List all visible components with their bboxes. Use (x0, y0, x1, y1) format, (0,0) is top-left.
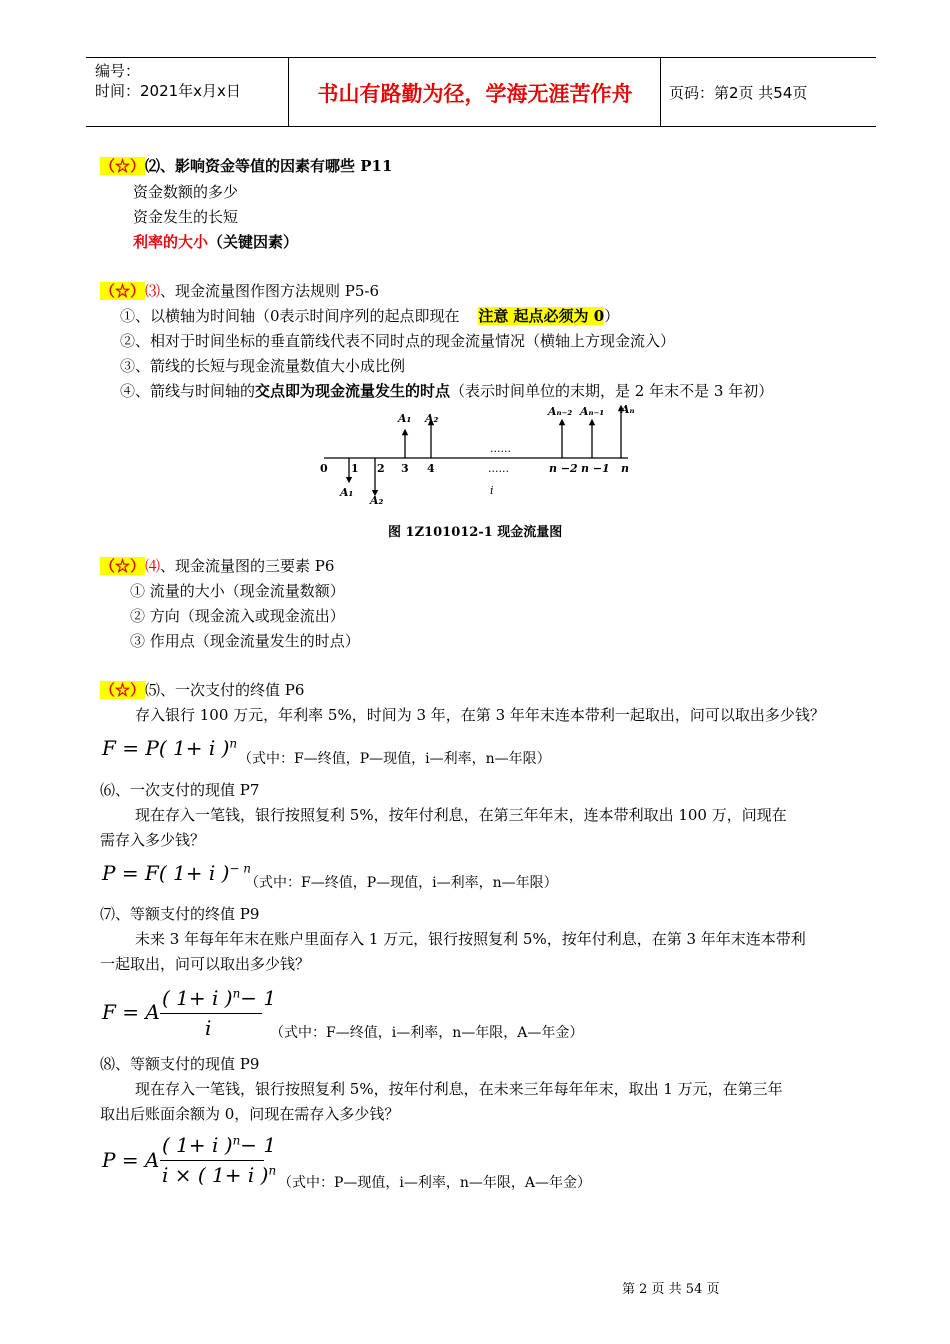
sec6-note: （式中：F—终值，P—现值，i—利率，n—年限） (245, 875, 558, 891)
sec5-question: 存入银行 100 万元，年利率 5%，时间为 3 年，在第 3 年年末连本带利一起取出，问可以取出多少钱？ (135, 706, 825, 724)
sec4-item-1: ① 流量的大小（现金流量数额） (130, 582, 345, 600)
sec8-heading: ⑻、等额支付的现值 P9 (100, 1055, 260, 1073)
tick-n2: n −2 (549, 462, 578, 475)
label-up-a1: A₁ (398, 412, 412, 425)
sec3-star: （☆） (100, 282, 146, 300)
sec3-rule-4 (120, 380, 773, 401)
sec2-title: ⑵、影响资金等值的因素有哪些 P11 (145, 157, 393, 175)
sec3-rule-1-close: ） (604, 307, 620, 325)
sec2-key-text: 利率的大小 (133, 233, 209, 251)
header-motto: 书山有路勤为径，学海无涯苦作舟 (317, 82, 633, 106)
header-page-info: 页码：第2页 共54页 (669, 84, 808, 102)
tick-1: 1 (351, 462, 359, 475)
sec3-rule-4-bold: 交点即为现金流量发生的时点 (255, 382, 451, 400)
sec8-den-exp: n (268, 1163, 277, 1178)
sec7-num: ( 1+ i ) (162, 986, 233, 1010)
sec3-rule-1 (120, 305, 619, 326)
sec6-formula-exp: − n (229, 861, 251, 876)
sec5-formula-body: ( 1+ i ) (158, 736, 230, 760)
sec8-note: （式中：P—现值，i—利率，n—年限，A—年金） (278, 1175, 592, 1191)
sec8-formula-lhs: P = A (102, 1148, 160, 1172)
sec7-formula-denominator: i (205, 1016, 212, 1040)
label-i: i (490, 484, 494, 497)
code-label: 编号： (95, 62, 141, 80)
label-up-an1: Aₙ₋₁ (580, 405, 605, 418)
tick-n: n (621, 462, 629, 475)
sec8-question-l2: 取出后账面余额为 0，问现在需存入多少钱？ (100, 1105, 400, 1123)
tick-3: 3 (401, 462, 409, 475)
tick-0: 0 (320, 462, 328, 475)
diagram-caption: 图 1Z101012-1 现金流量图 (388, 525, 563, 540)
page-header (86, 57, 876, 127)
sec3-rule-1-note: 注意 起点必须为 0 (478, 307, 605, 325)
sec4-item-3: ③ 作用点（现金流量发生的时点） (130, 632, 360, 650)
sec2-item-2: 资金发生的长短 (133, 208, 239, 226)
sec8-num-exp: n (232, 1133, 241, 1148)
sec3-title: 、现金流量图作图方法规则 P5-6 (160, 282, 380, 300)
sec6-formula (102, 861, 251, 885)
sec8-fraction-bar (160, 1160, 264, 1161)
tick-dots: ...... (488, 462, 509, 475)
page-footer: 第 2 页 共 54 页 (622, 1282, 720, 1297)
sec3-num: ⑶ (145, 282, 161, 300)
label-up-a2: A₂ (425, 412, 439, 425)
sec6-question-l1: 现在存入一笔钱，银行按照复利 5%，按年付利息，在第三年年末，连本带利取出 100 万，问现在 (135, 806, 787, 824)
header-divider-right (660, 58, 661, 126)
sec5-title: ⑸、一次支付的终值 P6 (145, 681, 305, 699)
sec7-formula-numerator (162, 986, 276, 1010)
sec7-formula-lhs: F = A (102, 1000, 160, 1024)
label-down-a1: A₁ (340, 486, 354, 499)
sec5-star: （☆） (100, 681, 146, 699)
sec7-fraction-bar (160, 1013, 262, 1014)
sec7-heading: ⑺、等额支付的终值 P9 (100, 905, 260, 923)
sec7-note: （式中：F—终值，i—利率，n—年限，A—年金） (270, 1025, 584, 1041)
sec7-num-exp: n (232, 986, 241, 1001)
cash-flow-diagram (310, 400, 650, 545)
sec2-key-item (133, 231, 298, 252)
header-left (95, 61, 241, 101)
sec5-note: （式中：F—终值，P—现值，i—利率，n—年限） (238, 751, 551, 767)
sec4-star: （☆） (100, 557, 146, 575)
label-up-an: Aₙ (621, 403, 635, 416)
sec4-item-2: ② 方向（现金流入或现金流出） (130, 607, 345, 625)
tick-2: 2 (377, 462, 385, 475)
sec2-item-1: 资金数额的多少 (133, 183, 239, 201)
sec3-rule-2: ②、相对于时间坐标的垂直箭线代表不同时点的现金流量情况（横轴上方现金流入） (120, 332, 676, 350)
sec7-num-tail: − 1 (240, 986, 277, 1010)
sec4-heading (100, 555, 334, 576)
sec2-star: （☆） (100, 157, 146, 175)
date-label: 时间：2021年x月x日 (95, 82, 241, 100)
sec7-question-l2: 一起取出，问可以取出多少钱？ (100, 955, 311, 973)
sec7-question-l1: 未来 3 年每年年末在账户里面存入 1 万元，银行按照复利 5%，按年付利息，在第 3 年年末连本带利 (135, 930, 806, 948)
sec5-heading (100, 679, 304, 700)
tick-n1: n −1 (581, 462, 610, 475)
sec8-formula-denominator (162, 1163, 276, 1187)
sec6-heading: ⑹、一次支付的现值 P7 (100, 781, 260, 799)
label-up-an2: Aₙ₋₂ (548, 405, 573, 418)
sec6-question-l2: 需存入多少钱？ (100, 831, 206, 849)
sec8-den: i × ( 1+ i ) (162, 1163, 269, 1187)
sec8-num-tail: − 1 (240, 1133, 277, 1157)
sec4-num: ⑷ (145, 557, 161, 575)
label-down-a2: A₂ (370, 494, 384, 507)
sec3-rule-4-post: （表示时间单位的末期，是 2 年末不是 3 年初） (450, 382, 774, 400)
sec3-rule-1-text: ①、以横轴为时间轴（0表示时间序列的起点即现在 (120, 307, 460, 325)
sec6-formula-body: ( 1+ i ) (158, 861, 230, 885)
dots-top: ...... (490, 442, 511, 455)
sec2-key-note: （关键因素） (208, 233, 299, 251)
sec8-question-l1: 现在存入一笔钱，银行按照复利 5%，按年付利息，在未来三年每年年末，取出 1 万元，在第三年 (135, 1080, 783, 1098)
sec5-formula-lhs: F = P (102, 736, 159, 760)
sec3-heading (100, 280, 379, 301)
sec3-rule-4-pre: ④、箭线与时间轴的 (120, 382, 256, 400)
sec2-heading (100, 155, 392, 176)
sec3-rule-3: ③、箭线的长短与现金流量数值大小成比例 (120, 357, 406, 375)
sec8-num: ( 1+ i ) (162, 1133, 233, 1157)
sec4-title: 、现金流量图的三要素 P6 (160, 557, 335, 575)
sec8-formula-numerator (162, 1133, 276, 1157)
sec5-formula-exp: n (229, 736, 238, 751)
sec5-formula (102, 736, 237, 760)
sec6-formula-lhs: P = F (102, 861, 159, 885)
tick-4: 4 (427, 462, 435, 475)
